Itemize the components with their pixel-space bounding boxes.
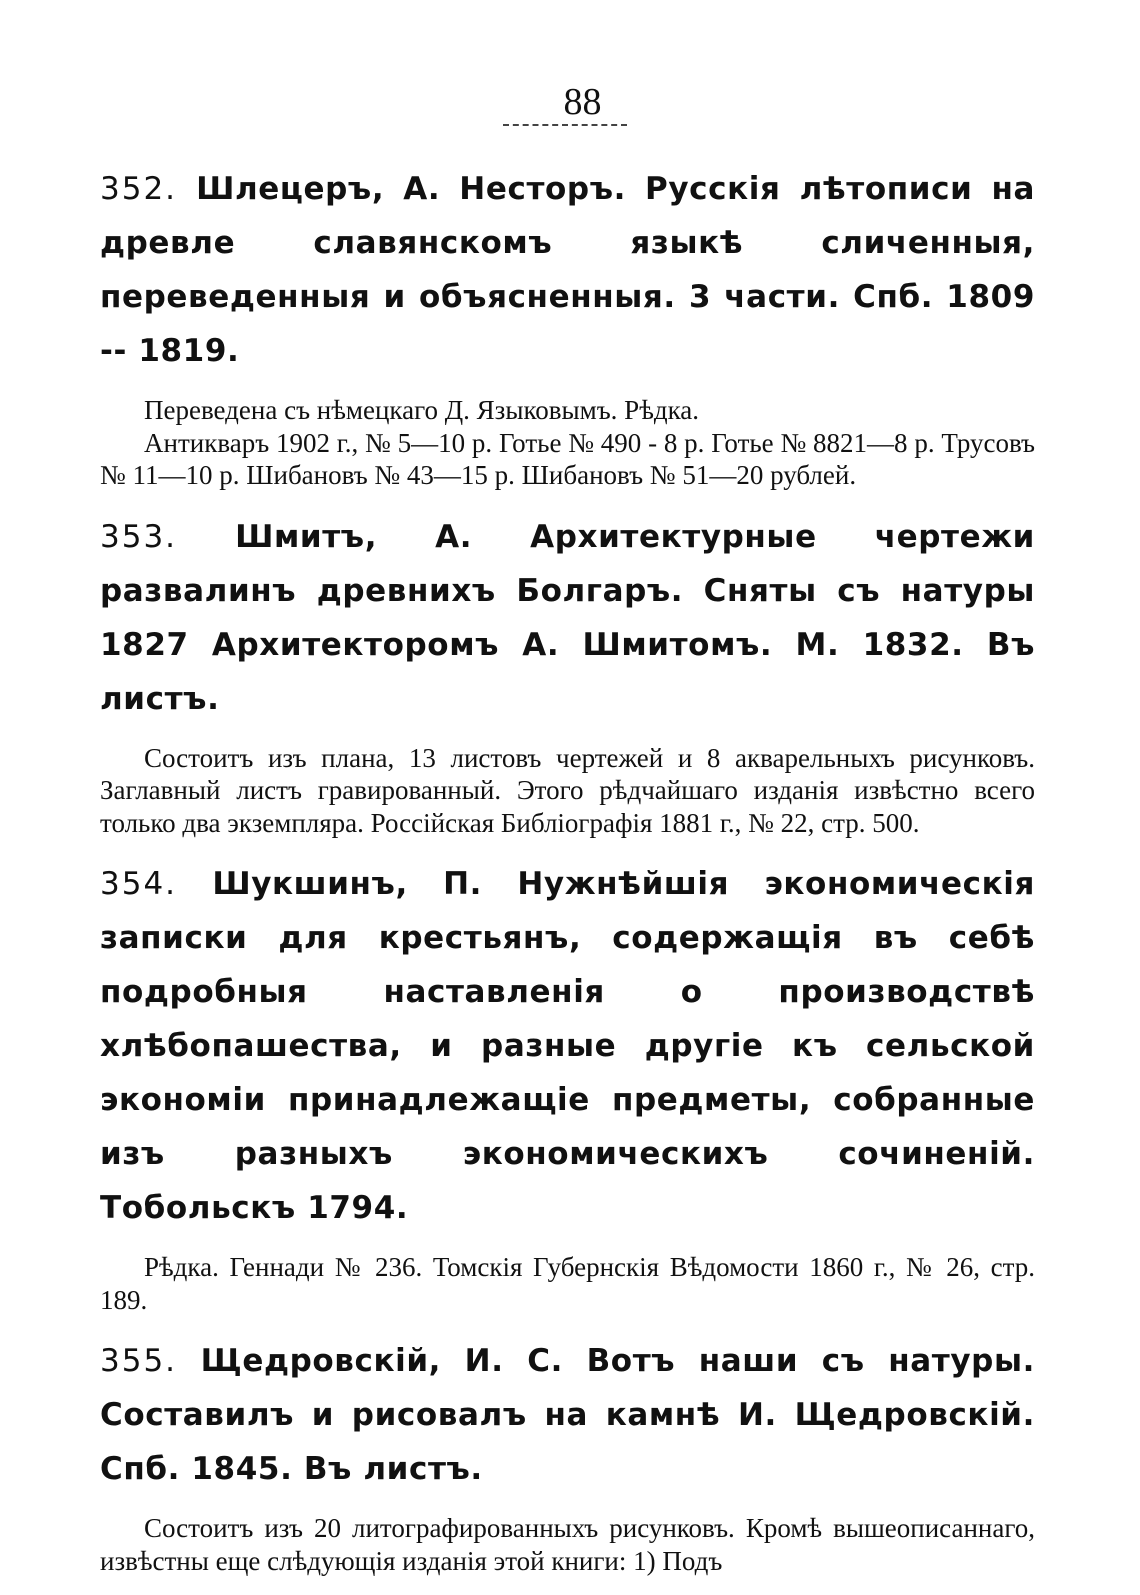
entry-note: Состоитъ изъ плана, 13 листовъ чертежей и 8 акварельныхъ рисунковъ. Заглавный листъ гравированный. Этого рѣдчайшаго изданія извѣстно всего только два экземпляра. Россійская Библіографія 1881 г., № 22, стр. 500.: [100, 742, 1035, 838]
entry-notes: [100, 742, 1035, 840]
page-number-rule: [503, 124, 627, 126]
catalog-entry-353: [100, 510, 1035, 840]
catalog-entry-352: [100, 162, 1035, 492]
entry-heading: Шукшинъ, П. Нужнѣйшія экономическія записки для крестьянъ, содержащія въ себѣ подробныя наставленія о производствѣ хлѣбопашества, и разные другіе къ сельской экономіи принадлежащіе предметы, собранные изъ разныхъ экономическихъ сочиненій. Тобольскъ 1794.: [100, 866, 1035, 1226]
entry-title: [100, 510, 1035, 726]
entry-heading: Шлецеръ, А. Несторъ. Русскія лѣтописи на древле славянскомъ языкѣ сличенныя, переведенныя и объясненныя. 3 части. Спб. 1809 -- 1819.: [100, 171, 1035, 369]
entry-note: Рѣдка. Геннади № 236. Томскія Губернскія Вѣдомости 1860 г., № 26, стр. 189.: [100, 1252, 1035, 1315]
entry-notes: [100, 394, 1035, 492]
entry-notes: [100, 1512, 1035, 1577]
entry-title: [100, 162, 1035, 378]
entry-number: 352.: [100, 171, 178, 207]
entry-note: Переведена съ нѣмецкаго Д. Языковымъ. Рѣдка.: [144, 395, 700, 425]
entry-heading: Шмитъ, А. Архитектурные чертежи развалинъ древнихъ Болгаръ. Сняты съ натуры 1827 Архитекторомъ А. Шмитомъ. М. 1832. Въ листъ.: [100, 518, 1035, 717]
catalog-entry-354: [100, 857, 1035, 1316]
entry-number: 354.: [100, 866, 178, 902]
entry-number: 353.: [100, 518, 178, 555]
catalog-entries: [100, 162, 1035, 1595]
entry-number: 355.: [100, 1343, 178, 1379]
entry-notes: [100, 1251, 1035, 1316]
entry-note: Антикваръ 1902 г., № 5—10 р. Готье № 490 - 8 р. Готье № 8821—8 р. Трусовъ № 11—10 р. Шибановъ № 43—15 р. Шибановъ № 51—20 рублей.: [100, 427, 1035, 490]
page-number: 88: [563, 81, 602, 123]
entry-title: [100, 857, 1035, 1235]
entry-title: [100, 1334, 1035, 1496]
catalog-entry-355: [100, 1334, 1035, 1577]
entry-heading: Щедровскій, И. С. Вотъ наши съ натуры. Составилъ и рисовалъ на камнѣ И. Щедровскій. Спб. 1845. Въ листъ.: [100, 1343, 1035, 1487]
entry-note: Состоитъ изъ 20 литографированныхъ рисунковъ. Кромѣ вышеописаннаго, извѣстны еще слѣдующія изданія этой книги: 1) Подъ: [100, 1513, 1035, 1576]
